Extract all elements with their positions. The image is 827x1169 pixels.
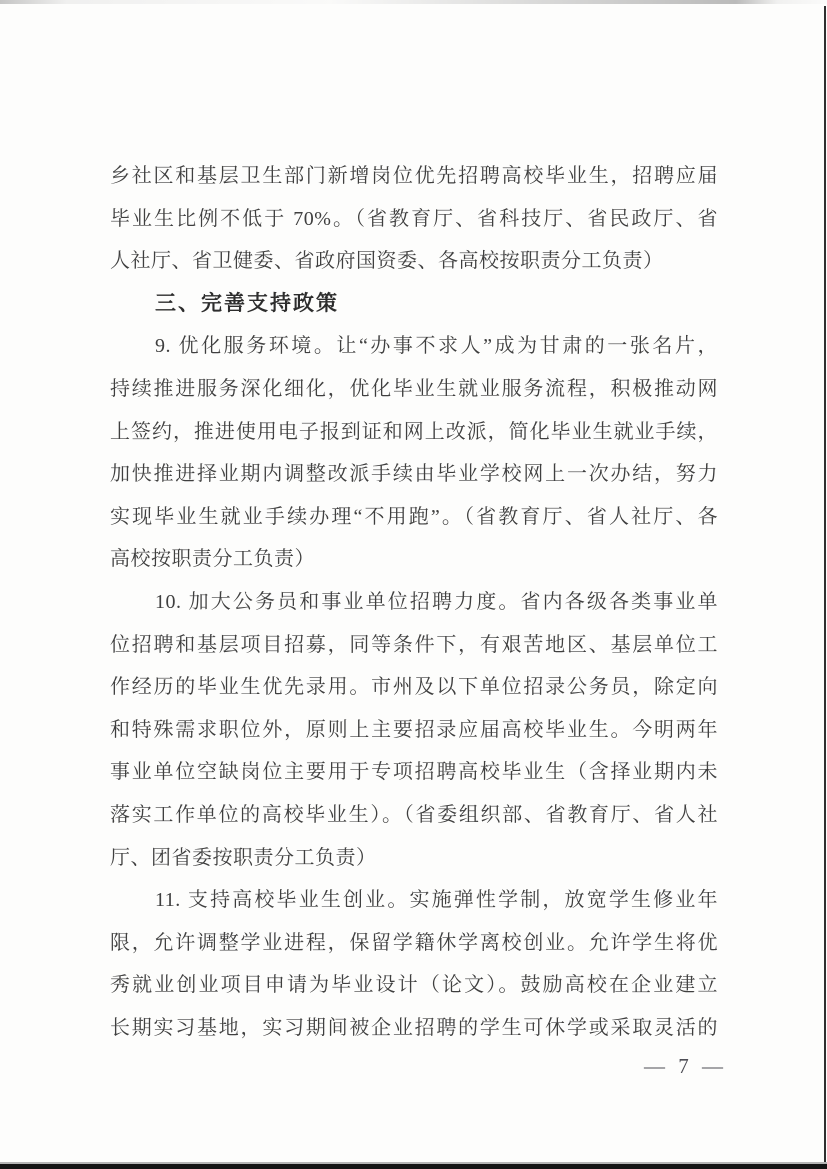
document-body	[110, 155, 718, 1049]
text-line: 高校按职责分工负责）	[110, 548, 315, 571]
text-line: 厅、团省委按职责分工负责）	[110, 846, 377, 869]
text-line: 毕业生比例不低于 70%。（省教育厅、省科技厅、省民政厅、省	[110, 207, 718, 230]
text-line: 限，允许调整学业进程，保留学籍休学离校创业。允许学生将优	[110, 931, 718, 954]
text-line: 乡社区和基层卫生部门新增岗位优先招聘高校毕业生，招聘应届	[110, 165, 718, 187]
text-line: 持续推进服务深化细化，优化毕业生就业服务流程，积极推动网	[110, 377, 718, 400]
text-line: 和特殊需求职位外，原则上主要招录应届高校毕业生。今明两年	[110, 718, 718, 741]
text-line: 加快推进择业期内调整改派手续由毕业学校网上一次办结，努力	[110, 463, 718, 486]
text-line: 11. 支持高校毕业生创业。实施弹性学制，放宽学生修业年	[155, 889, 718, 912]
text-line: 事业单位空缺岗位主要用于专项招聘高校毕业生（含择业期内未	[110, 761, 718, 784]
text-line: 10. 加大公务员和事业单位招聘力度。省内各级各类事业单	[155, 590, 718, 613]
text-line: 上签约，推进使用电子报到证和网上改派，简化毕业生就业手续，	[110, 420, 718, 443]
scan-artifact-bottom-edge	[0, 1162, 827, 1169]
text-line: 落实工作单位的高校毕业生）。（省委组织部、省教育厅、省人社	[110, 803, 718, 826]
text-line: 位招聘和基层项目招募，同等条件下，有艰苦地区、基层单位工	[110, 633, 718, 656]
text-line: 实现毕业生就业手续办理“不用跑”。（省教育厅、省人社厅、各	[110, 505, 718, 528]
text-line: 9. 优化服务环境。让“办事不求人”成为甘肃的一张名片，	[155, 335, 718, 358]
scan-artifact-right-edge	[824, 6, 826, 1169]
text-line: 作经历的毕业生优先录用。市州及以下单位招录公务员，除定向	[110, 676, 718, 699]
text-line: 秀就业创业项目申请为毕业设计（论文）。鼓励高校在企业建立	[110, 974, 718, 997]
section-heading: 三、完善支持政策	[155, 291, 339, 315]
text-line: 长期实习基地，实习期间被企业招聘的学生可休学或采取灵活的	[110, 1016, 718, 1039]
scan-artifact-top-edge	[0, 0, 827, 4]
text-line: 人社厅、省卫健委、省政府国资委、各高校按职责分工负责）	[110, 250, 664, 273]
page-number: — 7 —	[644, 1054, 727, 1078]
